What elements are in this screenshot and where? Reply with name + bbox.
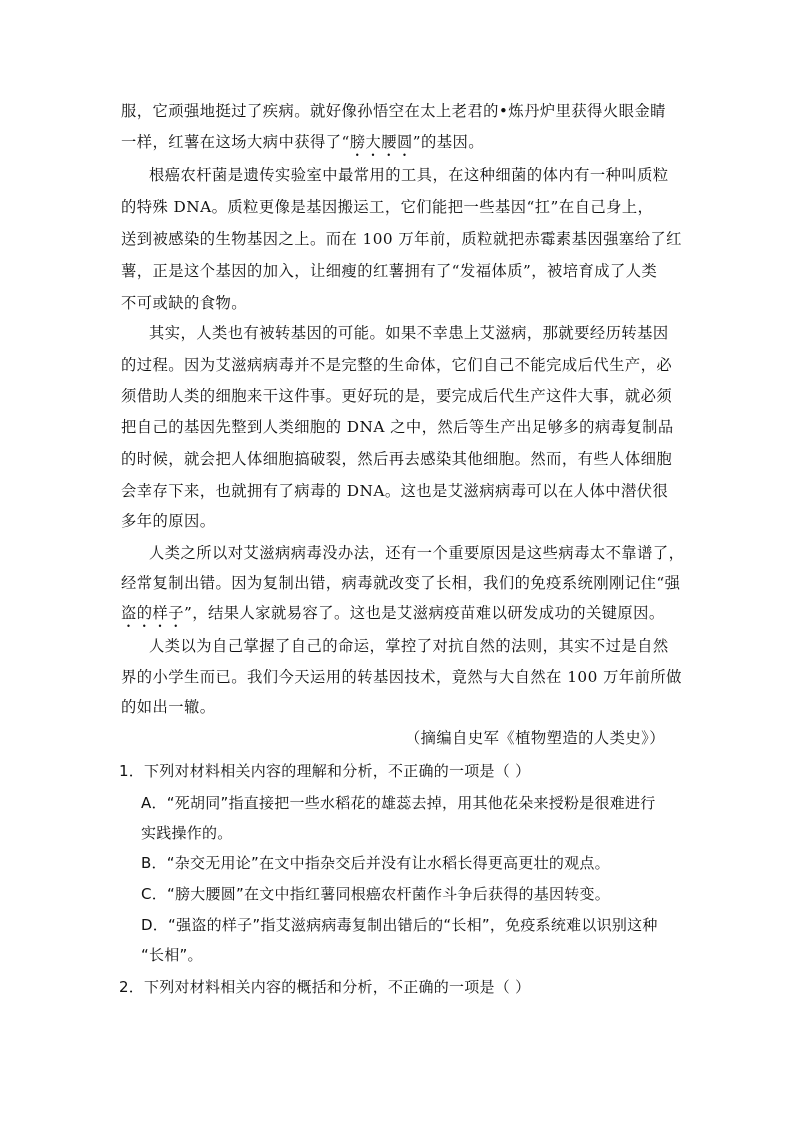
paragraph-3-line-1: 其实，人类也有被转基因的可能。如果不幸患上艾滋病，那就要经历转基因	[149, 324, 669, 342]
emphasized-phrase: 盗的样子	[121, 604, 184, 622]
paragraph-3-line-2: 的过程。因为艾滋病病毒并不是完整的生命体，它们自己不能完成后代生产，必	[121, 356, 673, 374]
paragraph-5-line-2: 界的小学生而已。我们今天运用的转基因技术，竟然与大自然在 100 万年前所做	[121, 668, 682, 686]
paragraph-1-line-2: 一样，红薯在这场大病中获得了“膀大腰圆”的基因。	[121, 133, 484, 151]
paragraph-4-line-1: 人类之所以对艾滋病病毒没办法，还有一个重要原因是这些病毒太不靠谱了，	[149, 544, 685, 562]
question-1-option-b: B．“杂交无用论”在文中指杂交后并没有让水稻长得更高更壮的观点。	[141, 854, 610, 872]
question-1-option-a: A．“死胡同”指直接把一些水稻花的雄蕊去掉，用其他花朵来授粉是很难进行	[141, 794, 656, 812]
paragraph-3-line-7: 多年的原因。	[121, 512, 216, 530]
paragraph-3-line-4: 把自己的基因先整到人类细胞的 DNA 之中，然后等生产出足够多的病毒复制品	[121, 418, 674, 436]
paragraph-2-line-2: 的特殊 DNA。质粒更像是基因搬运工，它们能把一些基因“扛”在自己身上，	[121, 198, 654, 216]
paragraph-1-line-1: 服，它顽强地挺过了疾病。就好像孙悟空在太上老君的•炼丹炉里获得火眼金睛	[121, 102, 666, 120]
paragraph-2-line-3: 送到被感染的生物基因之上。而在 100 万年前，质粒就把赤霉素基因强塞给了红	[121, 230, 682, 248]
question-1-option-d: D．“强盗的样子”指艾滋病病毒复制出错后的“长相”，免疫系统难以识别这种	[141, 916, 658, 934]
paragraph-3-line-3: 须借助人类的细胞来干这件事。更好玩的是，要完成后代生产这件大事，就必须	[121, 387, 673, 405]
paragraph-2-line-1: 根癌农杆菌是遗传实验室中最常用的工具，在这种细菌的体内有一种叫质粒	[149, 166, 669, 184]
paragraph-3-line-5: 的时候，就会把人体细胞搞破裂，然后再去感染其他细胞。然而，有些人体细胞	[121, 450, 673, 468]
question-2-stem: 2．下列对材料相关内容的概括和分析，不正确的一项是（ ）	[119, 978, 531, 996]
source-attribution: （摘编自史军《植物塑造的人类史》）	[404, 729, 665, 747]
paragraph-4-line-2: 经常复制出错。因为复制出错，病毒就改变了长相，我们的免疫系统刚刚记住“强	[121, 574, 681, 592]
paragraph-2-line-4: 薯，正是这个基因的加入，让细瘦的红薯拥有了“发福体质”，被培育成了人类	[121, 262, 658, 280]
question-1-option-a-cont: 实践操作的。	[141, 824, 233, 842]
paragraph-5-line-3: 的如出一辙。	[121, 698, 216, 716]
paragraph-3-line-6: 会幸存下来，也就拥有了病毒的 DNA。这也是艾滋病病毒可以在人体中潜伏很	[121, 482, 669, 500]
question-1-stem: 1．下列对材料相关内容的理解和分析，不正确的一项是（ ）	[119, 762, 531, 780]
question-1-option-d-cont: “长相”。	[141, 946, 203, 964]
emphasized-phrase: 膀大腰圆	[349, 133, 413, 151]
paragraph-2-line-5: 不可或缺的食物。	[121, 294, 247, 312]
paragraph-4-line-3: 盗的样子”，结果人家就易容了。这也是艾滋病疫苗难以研发成功的关键原因。	[121, 604, 665, 622]
question-1-option-c: C．“膀大腰圆”在文中指红薯同根癌农杆菌作斗争后获得的基因转变。	[141, 885, 611, 903]
paragraph-5-line-1: 人类以为自己掌握了自己的命运，掌控了对抗自然的法则，其实不过是自然	[149, 637, 669, 655]
